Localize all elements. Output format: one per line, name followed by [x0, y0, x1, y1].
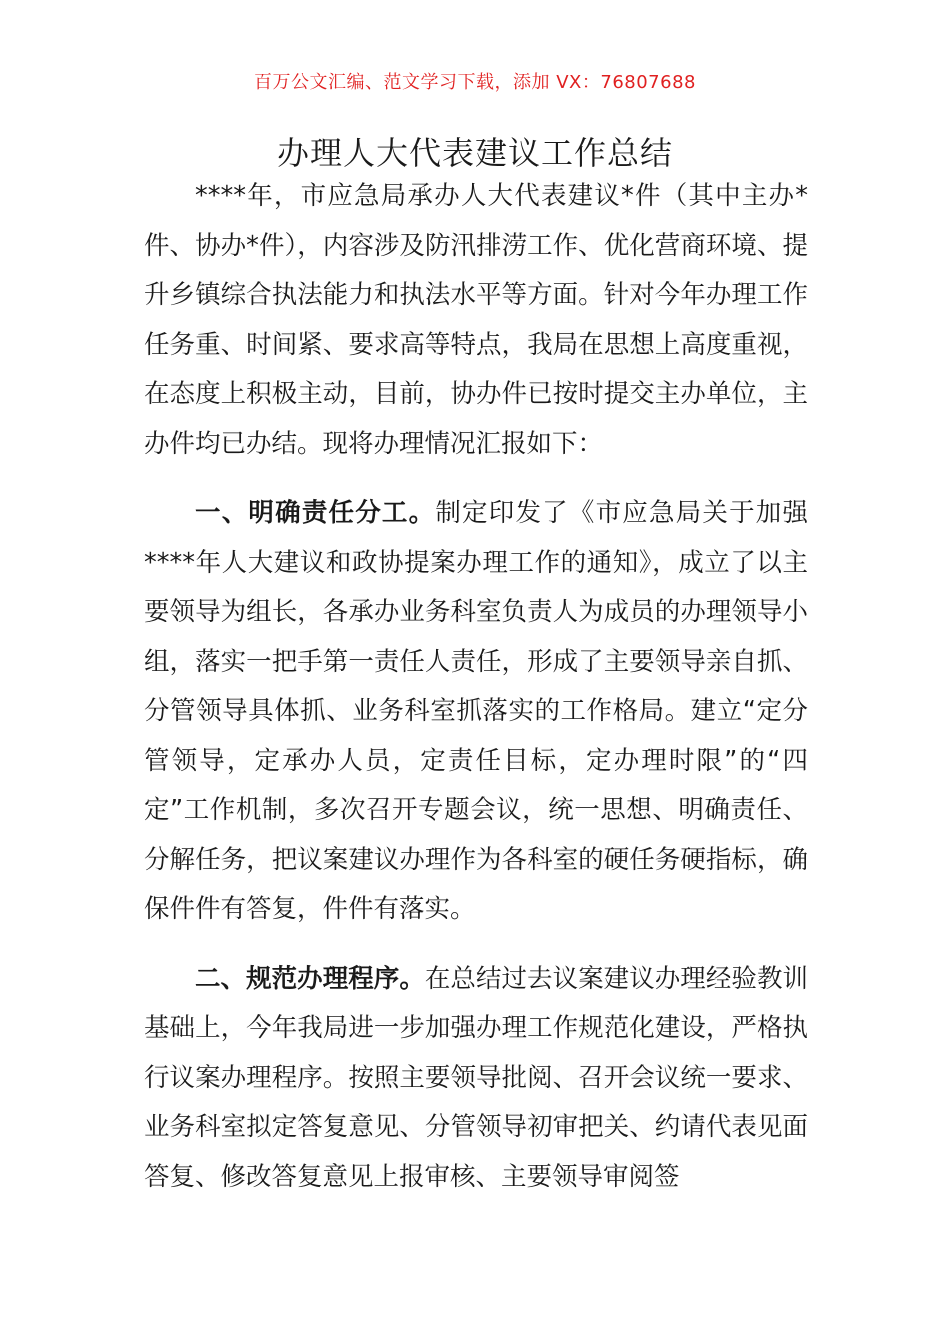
document-title: 办理人大代表建议工作总结 [276, 134, 673, 172]
section-2-text: 在总结过去议案建议办理经验教训基础上，今年我局进一步加强办理工作规范化建设，严格执行议案办理程序。按照主要领导批阅、召开会议统一要求、业务科室拟定答复意见、分管领导初审把关、约请代表见面答复、修改答复意见上报审核、主要领导审阅签 [144, 963, 808, 1192]
header-note: 百万公文汇编、范文学习下载，添加 VX：76807688 [254, 72, 696, 93]
paragraph-intro [144, 172, 808, 469]
section-1-heading: 一、明确责任分工。 [195, 498, 436, 528]
section-2-heading: 二、规范办理程序。 [195, 963, 425, 994]
document-body [144, 172, 808, 1202]
paragraph-section-2 [144, 955, 808, 1203]
paragraph-section-1 [144, 489, 808, 935]
paragraph-intro-text: ****年，市应急局承办人大代表建议*件（其中主办*件、协办*件），内容涉及防汛排涝工作、优化营商环境、提升乡镇综合执法能力和执法水平等方面。针对今年办理工作任务重、时间紧、要求高等特点，我局在思想上高度重视，在态度上积极主动，目前，协办件已按时提交主办单位，主办件均已办结。现将办理情况汇报如下： [144, 181, 808, 459]
section-1-text: 制定印发了《市应急局关于加强****年人大建议和政协提案办理工作的通知》，成立了以主要领导为组长，各承办业务科室负责人为成员的办理领导小组，落实一把手第一责任人责任，形成了主要领导亲自抓、分管领导具体抓、业务科室抓落实的工作格局。建立“定分管领导，定承办人员，定责任目标，定办理时限”的“四定”工作机制，多次召开专题会议，统一思想、明确责任、分解任务，把议案建议办理作为各科室的硬任务硬指标，确保件件有答复，件件有落实。 [144, 498, 808, 924]
